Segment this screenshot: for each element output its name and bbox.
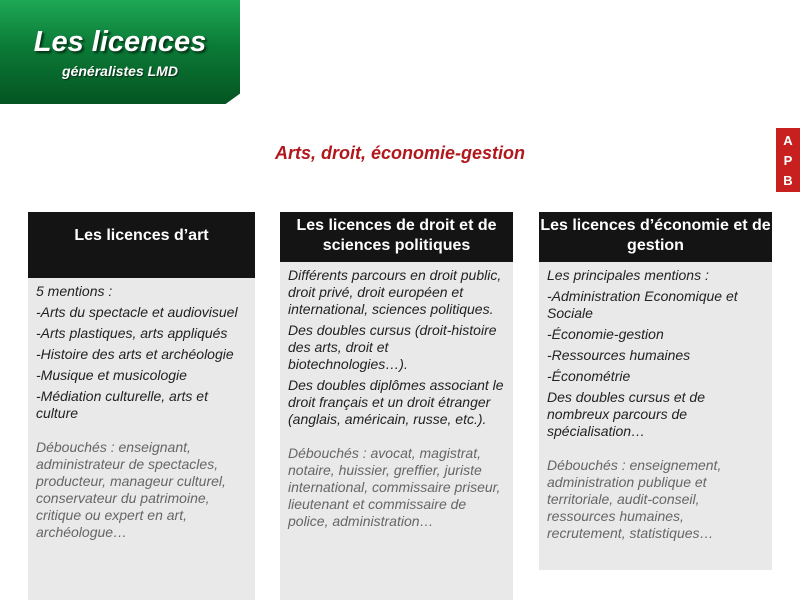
column-header: Les licences d’économie et de gestion [539, 212, 772, 262]
column-text: -Administration Economique et Sociale [547, 288, 738, 321]
column-header: Les licences de droit et de sciences politiques [280, 212, 513, 262]
column-text: -Musique et musicologie [36, 367, 187, 383]
column-text: Différents parcours en droit public, droit privé, droit européen et international, sciences politiques. [288, 267, 502, 317]
column-text: -Économétrie [547, 368, 631, 384]
apb-letter-p: P [783, 152, 793, 168]
column-text: Des doubles diplômes associant le droit français et un droit étranger (anglais, américain, russe, etc.). [288, 377, 504, 427]
apb-letter-b: B [783, 172, 793, 188]
column-text: -Médiation culturelle, arts et culture [36, 388, 208, 421]
column-art [28, 212, 255, 600]
column-text: Des doubles cursus (droit-histoire des arts, droit et biotechnologies…). [288, 322, 497, 372]
column-economie [539, 212, 772, 570]
column-droit [280, 212, 513, 600]
debouches-text: Débouchés : avocat, magistrat, notaire, huissier, greffier, juriste international, commissaire priseur, lieutenant et commissaire de police, administration… [288, 445, 501, 529]
column-text: Les principales mentions : [547, 267, 709, 283]
page-title: Les licences [33, 26, 207, 58]
section-subtitle: Arts, droit, économie-gestion [274, 143, 526, 163]
column-text: 5 mentions : [36, 283, 113, 299]
column-body [280, 262, 513, 600]
apb-letter-a: A [783, 132, 793, 148]
column-body [28, 278, 255, 600]
column-text: -Arts plastiques, arts appliqués [36, 325, 228, 341]
column-header: Les licences d’art [28, 212, 255, 278]
debouches-text: Débouchés : enseignement, administration publique et territoriale, audit-conseil, ressources humaines, recrutement, statistiques… [547, 457, 722, 541]
column-text: Des doubles cursus et de nombreux parcours de spécialisation… [547, 389, 705, 439]
column-text: -Arts du spectacle et audiovisuel [36, 304, 238, 320]
column-text: -Économie-gestion [547, 326, 664, 342]
debouches-text: Débouchés : enseignant, administrateur de spectacles, producteur, manageur culturel, conservateur du patrimoine, critique ou expert en art, archéologue… [36, 439, 226, 540]
column-body [539, 262, 772, 570]
page-subtitle-lmd: généralistes LMD [62, 63, 178, 79]
column-text: -Histoire des arts et archéologie [36, 346, 234, 362]
column-text: -Ressources humaines [547, 347, 691, 363]
